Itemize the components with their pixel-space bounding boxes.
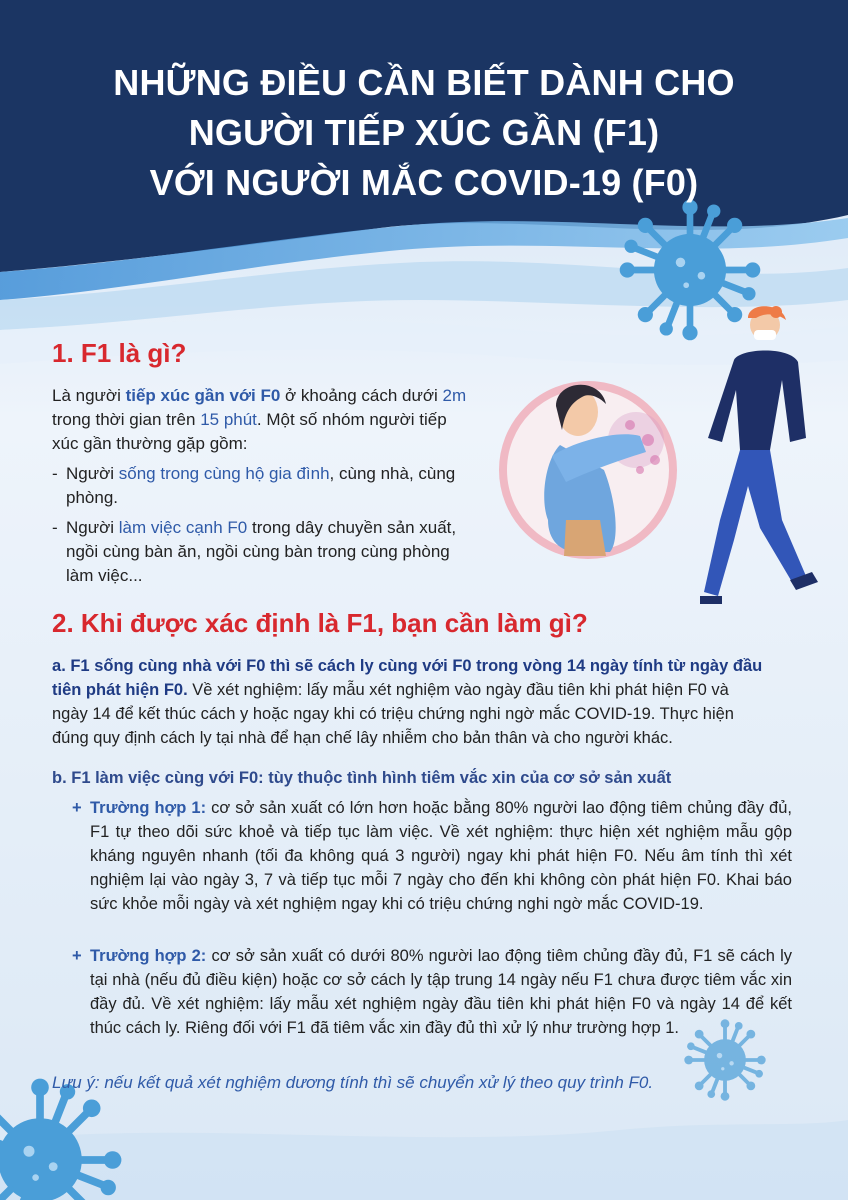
section-1-heading: 1. F1 là gì?: [52, 338, 187, 368]
section-2b-heading: b. F1 làm việc cùng với F0: tùy thuộc tình hình tiêm vắc xin của cơ sở sản xuất: [52, 769, 672, 787]
text: Người: [66, 518, 119, 537]
text: làm việc...: [66, 566, 143, 585]
text: trong thời gian trên: [52, 410, 201, 429]
list-item: [52, 462, 512, 510]
highlight-text: . F1 sống cùng nhà với F0 thì sẽ cách ly cùng với F0 trong vòng 14 ngày tính từ ngày đầu: [61, 657, 763, 675]
text: trong dây chuyền sản xuất,: [247, 518, 457, 537]
highlight-text: 2m: [442, 386, 467, 405]
page-title: [0, 58, 848, 208]
note-text: Lưu ý: nếu kết quả xét nghiệm dương tính thì sẽ chuyển xử lý theo quy trình F0.: [52, 1073, 654, 1092]
case-1: [72, 796, 792, 916]
case-label: Trường hợp 2:: [90, 947, 207, 965]
highlight-text: tiếp xúc gần với F0: [125, 386, 281, 405]
case-text: cơ sở sản xuất có dưới 80% người lao động tiêm chủng đầy đủ, F1 sẽ cách ly tại nhà (nếu đủ điều kiện) hoặc cơ sở cách ly tập trung 14 ngày nếu F1 chưa được tiêm vắc xin đầy đủ. Về xét nghiệm: lấy mẫu xét nghiệm ngày đầu tiên khi phát hiện F0 và ngày 14 để kết thúc cách ly. Riêng đối với F1 đã tiêm vắc xin đầy đủ thì xử lý như trường hợp 1.: [90, 947, 792, 1037]
coughing-person-illustration: [503, 385, 673, 556]
text: phòng.: [66, 488, 118, 507]
text: xúc gần thường gặp gồm:: [52, 434, 248, 453]
text: Là người: [52, 386, 126, 405]
item-label: a: [52, 657, 62, 675]
text: ngồi cùng bàn ăn, ngồi cùng bàn trong cùng phòng: [66, 542, 450, 561]
section-2a-paragraph: [52, 654, 797, 750]
virus-icon: [620, 200, 761, 341]
plus-bullet: +: [72, 947, 82, 965]
text: ngày 14 để kết thúc cách y hoặc ngay khi có triệu chứng nghi ngờ mắc COVID-19. Thực hiện: [52, 705, 734, 723]
case-2: [72, 944, 792, 1040]
text: Người: [66, 464, 119, 483]
case-text: cơ sở sản xuất có lớn hơn hoặc bằng 80% người lao động tiêm chủng đầy đủ, F1 tự theo dõi sức khoẻ và tiếp tục làm việc. Về xét nghiệm: thực hiện xét nghiệm mẫu gộp kháng nguyên nhanh (tối đa không quá 3 người) ngay khi phát hiện F0. Nếu âm tính thì xét nghiệm lại vào ngày 3, 7 và tiếp tục mỗi 7 ngày cho đến khi không còn phát hiện F0. Khai báo sức khỏe mỗi ngày và xét nghiệm ngay khi có triệu chứng nghi ngờ mắc COVID-19.: [90, 799, 792, 913]
plus-bullet: +: [72, 799, 82, 817]
case-label: Trường hợp 1:: [90, 799, 207, 817]
bullet-dash: -: [52, 464, 58, 483]
text: . Một số nhóm người tiếp: [256, 410, 447, 429]
highlight-text: làm việc cạnh F0: [118, 518, 248, 537]
section-2-heading: 2. Khi được xác định là F1, bạn cần làm gì?: [52, 608, 588, 638]
text: ở khoảng cách dưới: [280, 386, 443, 405]
text: Về xét nghiệm: lấy mẫu xét nghiệm vào ngày đầu tiên khi phát hiện F0 và: [187, 681, 729, 699]
title-line-2: NGƯỜI TIẾP XÚC GẦN (F1): [188, 112, 660, 153]
list-item: [52, 516, 512, 588]
text: , cùng nhà, cùng: [329, 464, 456, 483]
title-line-3: VỚI NGƯỜI MẮC COVID-19 (F0): [149, 162, 699, 203]
highlight-text: 15 phút: [200, 410, 257, 429]
highlight-text: tiên phát hiện F0.: [52, 681, 188, 699]
bullet-dash: -: [52, 518, 58, 537]
section-1-intro: [52, 384, 512, 456]
highlight-text: sống trong cùng hộ gia đình: [118, 464, 330, 483]
text: đúng quy định cách ly tại nhà để hạn chế lây nhiễm cho bản thân và cho người khác.: [52, 729, 673, 747]
title-line-1: NHỮNG ĐIỀU CẦN BIẾT DÀNH CHO: [113, 62, 735, 103]
